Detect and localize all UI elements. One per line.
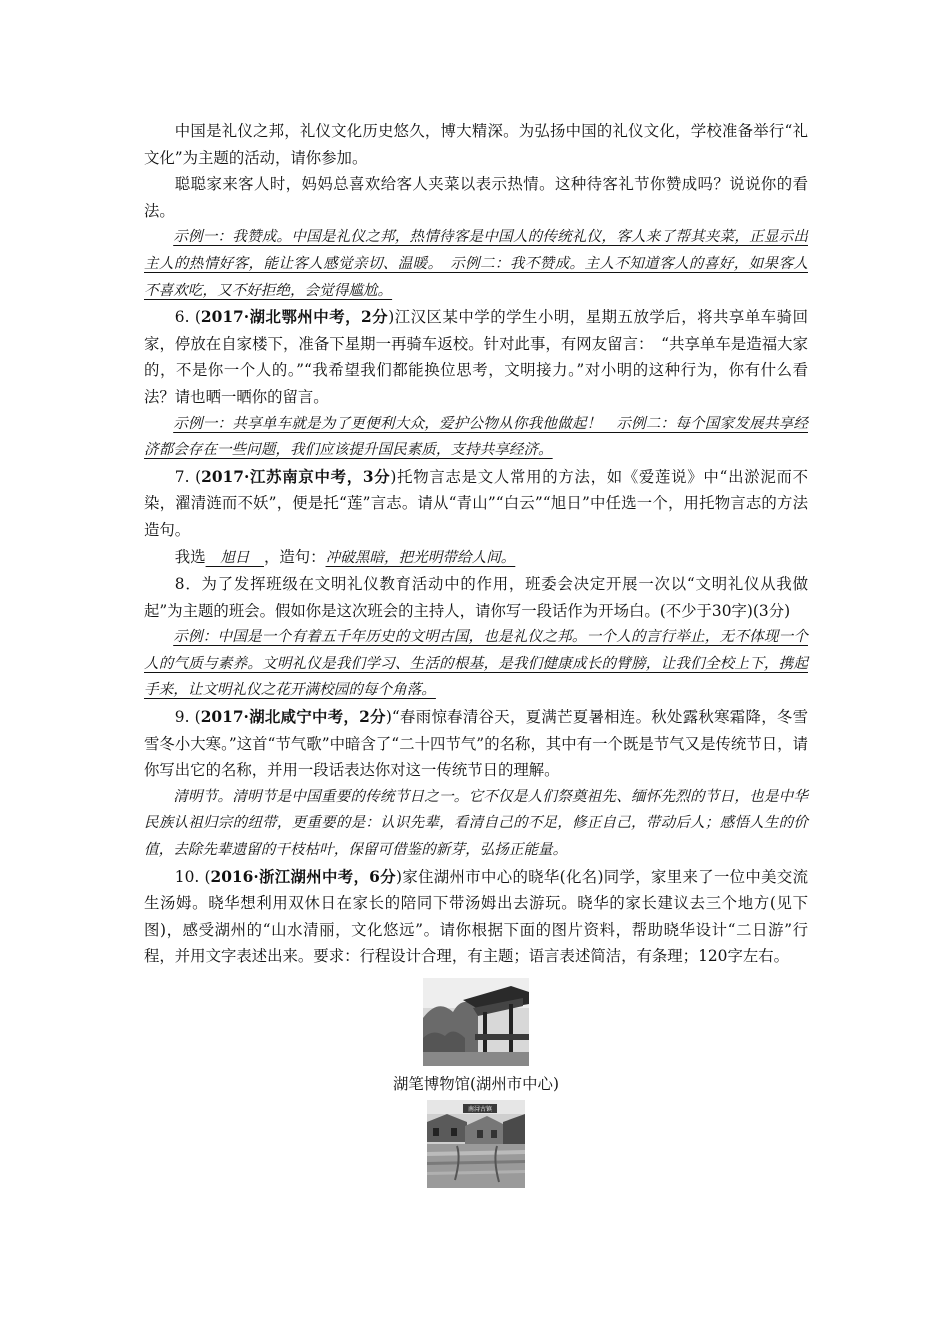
q6-question [144,304,808,410]
q6-text: )江汉区某中学的学生小明，星期五放学后，将共享单车骑回家，停放在自家楼下，准备下星期一再骑车返校。针对此事，有网友留言： “共享单车是造福大家的，不是你一个人的。”“我希望我们都能换位思考，文明接力。”对小明的这种行为，你有什么看法？请也晒一晒你的留言。 [144,308,808,406]
q10-text: )家住湖州市中心的晓华(化名)同学，家里来了一位中美交流生汤姆。晓华想利用双休日在家长的陪同下带汤姆出去游玩。晓华的家长建议去三个地方(见下图)，感受湖州的“山水清丽，文化悠远”。请你根据下面的图片资料，帮助晓华设计“二日游”行程，并用文字表述出来。要求：行程设计合理，有主题；语言表述简洁，有条理；120字左右。 [144,867,808,966]
q7-question [144,464,808,544]
q7-sentence: 冲破黑暗，把光明带给人间。 [325,548,516,566]
q7-text: )托物言志是文人常用的方法，如《爱莲说》中“出淤泥而不染，濯清涟而不妖”，便是托“莲”言志。请从“青山”“白云”“旭日”中任选一个，用托物言志的方法造句。 [144,467,808,539]
q7-choose-label: 我选 [174,547,206,566]
q8-question: 8．为了发挥班级在文明礼仪教育活动中的作用，班委会决定开展一次以“文明礼仪从我做起”为主题的班会。假如你是这次班会的主持人，请你写一段话作为开场白。(不少于30字)(3分) [144,575,808,620]
q10-num: 10. ( [174,867,211,886]
q5-answer: 示例一：我赞成。中国是礼仪之邦，热情待客是中国人的传统礼仪，客人来了帮其夹菜，正显示出主人的热情好客，能让客人感觉亲切、温暖。 示例二：我不赞成。主人不知道客人的喜好，如果客人不喜欢吃，又不好拒绝，会觉得尴尬。 [144,228,808,299]
q9-question [144,704,808,784]
q9-answer: 清明节。清明节是中国重要的传统节日之一。它不仅是人们祭奠祖先、缅怀先烈的节日，也是中华民族认祖归宗的纽带，更重要的是：认识先辈，看清自己的不足，修正自己，带动后人；感悟人生的价值，去除先辈遗留的干枝枯叶，保留可借鉴的新芽，弘扬正能量。 [144,787,808,859]
q6-source: 2017·湖北鄂州中考，2分 [200,308,389,327]
q9-source: 2017·湖北咸宁中考，2分 [200,708,386,727]
q7-choice: 旭日 [205,548,264,566]
pavilion-photo [423,978,529,1066]
q10-source: 2016·浙江湖州中考，6分 [210,867,396,886]
q10-question [144,864,808,970]
q8-answer: 示例：中国是一个有着五千年历史的文明古国，也是礼仪之邦。一个人的言行举止，无不体现一个人的气质与素养。文明礼仪是我们学习、生活的根基，是我们健康成长的臂膀，让我们全校上下，携起手来，让文明礼仪之花开满校园的每个角落。 [144,628,808,699]
q9-text: )“春雨惊春清谷天，夏满芒夏暑相连。秋处露秋寒霜降，冬雪雪冬小大寒。”这首“节气歌”中暗含了“二十四节气”的名称，其中有一个既是节气又是传统节日，请你写出它的名称，并用一段话表达你对这一传统节日的理解。 [144,708,809,780]
q6-num: 6. ( [174,308,201,327]
water-town-photo [427,1100,525,1188]
q7-num: 7. ( [174,467,202,486]
q9-num: 9. ( [174,708,201,727]
intro-paragraph: 中国是礼仪之邦，礼仪文化历史悠久，博大精深。为弘扬中国的礼仪文化，学校准备举行“礼文化”为主题的活动，请你参加。 [144,122,808,167]
q7-sentence-label: ，造句： [263,547,326,566]
q5-question: 聪聪家来客人时，妈妈总喜欢给客人夹菜以表示热情。这种待客礼节你赞成吗？说说你的看法。 [144,175,808,220]
q7-answer-line [144,544,808,572]
q6-answer: 示例一：共享单车就是为了更便利大众，爱护公物从你我他做起！ 示例二：每个国家发展共享经济都会存在一些问题，我们应该提升国民素质，支持共享经济。 [144,414,808,459]
fig1-caption: 湖笔博物馆(湖州市中心) [393,1075,559,1093]
fig2-sign-text: 南浔古镇 [467,1106,493,1113]
document-page [144,118,808,1188]
q7-source: 2017·江苏南京中考，3分 [201,467,391,486]
